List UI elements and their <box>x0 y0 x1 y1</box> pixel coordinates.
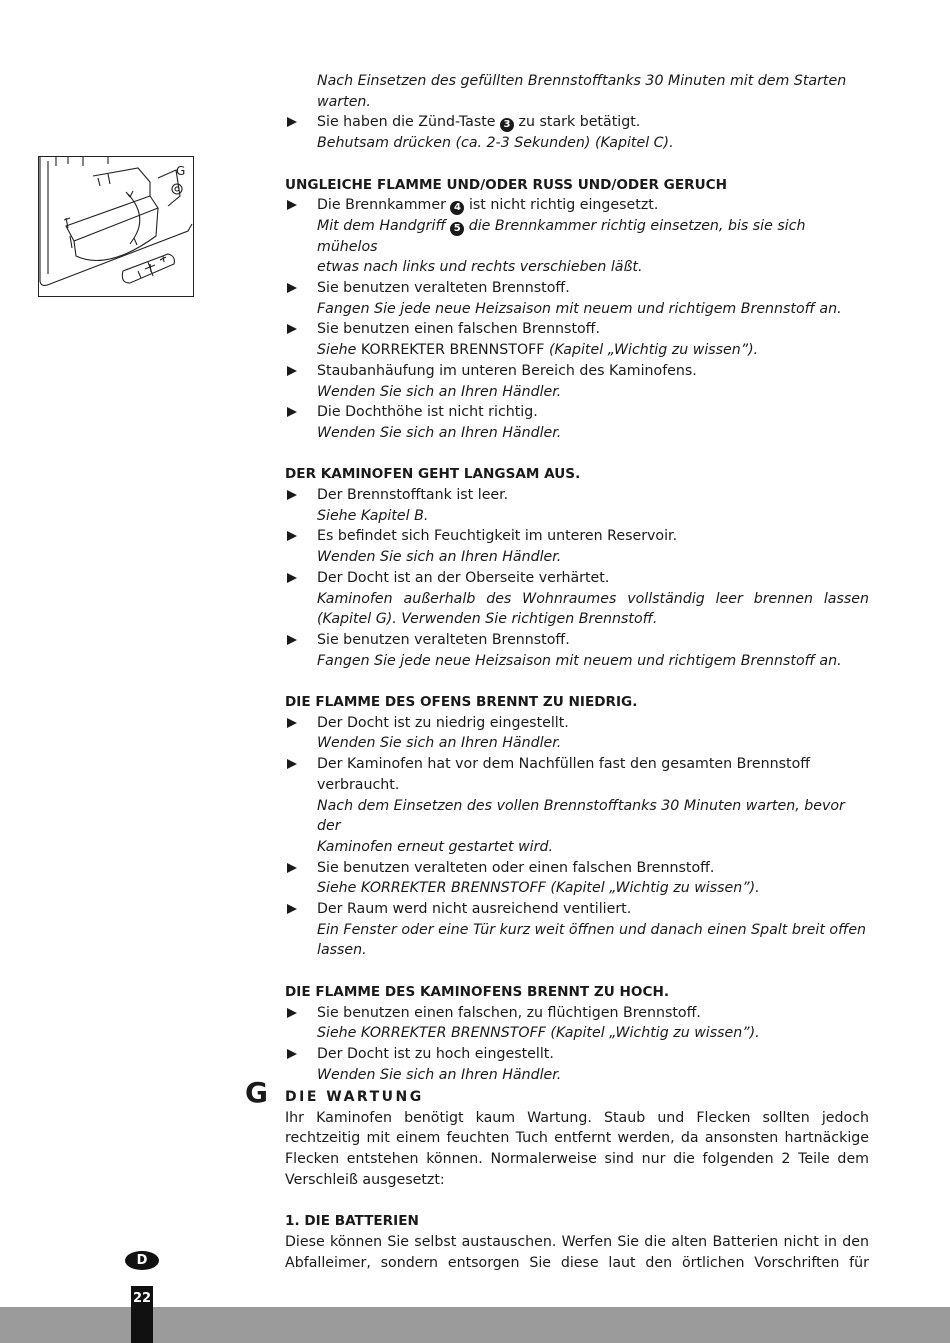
remedy-line: Wenden Sie sich an Ihren Händler. <box>317 549 562 566</box>
text: Sie haben die Zünd-Taste <box>317 114 496 131</box>
remedy-line: Wenden Sie sich an Ihren Händler. <box>317 1066 562 1083</box>
bullet-item: Der Docht ist zu niedrig eingestellt. <box>285 713 869 734</box>
bullet-item <box>285 195 869 216</box>
bullet-item: Die Dochthöhe ist nicht richtig. <box>285 402 869 423</box>
chapter-letter: G <box>245 1076 268 1109</box>
remedy-line: Behutsam drücken (ca. 2-3 Sekunden) (Kapitel C). <box>317 135 674 152</box>
remedy-line: Kaminofen außerhalb des Wohnraumes vollständig leer brennen lassen <box>317 590 869 607</box>
remedy-line: Fangen Sie jede neue Heizsaison mit neuem und richtigem Brennstoff an. <box>317 300 842 317</box>
text: Siehe <box>317 342 357 359</box>
text-line: warten. <box>317 93 371 110</box>
remedy-line: etwas nach links und rechts verschieben läßt. <box>317 259 643 276</box>
text: KORREKTER BRENNSTOFF <box>360 342 545 359</box>
text: (Kapitel „Wichtig zu wissen”). <box>548 342 759 359</box>
bullet-item: Sie benutzen einen falschen, zu flüchtigen Brennstoff. <box>285 1003 869 1024</box>
bullet-item: Der Kaminofen hat vor dem Nachfüllen fast den gesamten Brennstoff <box>285 754 869 775</box>
bullet-item: Der Brennstofftank ist leer. <box>285 485 869 506</box>
remedy-line: Nach dem Einsetzen des vollen Brennstofftanks 30 Minuten warten, bevor der <box>317 797 845 835</box>
figure-label: G <box>176 164 186 178</box>
bullet-item: Sie benutzen veralteten oder einen falschen Brennstoff. <box>285 858 869 879</box>
remedy-line: Siehe Kapitel B. <box>317 507 429 524</box>
bullet-item: Es befindet sich Feuchtigkeit im unteren Reservoir. <box>285 526 869 547</box>
maintenance-section <box>285 1087 869 1273</box>
remedy-line: lassen. <box>317 942 367 959</box>
bullet-item: Der Raum werd nicht ausreichend ventiliert. <box>285 899 869 920</box>
text: Die Brennkammer <box>317 197 446 214</box>
paragraph-line: Verschleiß ausgesetzt: <box>285 1171 445 1188</box>
text-line: Nach Einsetzen des gefüllten Brennstofftanks 30 Minuten mit dem Starten <box>317 73 847 89</box>
bullet-item: Sie benutzen veralteten Brennstoff. <box>285 630 869 651</box>
paragraph-line: rechtzeitig mit einem feuchten Tuch entfernt werden, da ansonsten hartnäckige <box>285 1130 869 1147</box>
section-heading: UNGLEICHE FLAMME UND/ODER RUSS UND/ODER GERUCH <box>285 176 727 193</box>
bullet-item <box>285 112 869 133</box>
paragraph-line: Diese können Sie selbst austauschen. Werfen Sie die alten Batterien nicht in den <box>285 1233 869 1250</box>
bullet-item: Staubanhäufung im unteren Bereich des Kaminofens. <box>285 361 869 382</box>
bullet-item: Der Docht ist zu hoch eingestellt. <box>285 1044 869 1065</box>
chapter-title: DIE WARTUNG <box>285 1089 424 1105</box>
number-badge: 4 <box>450 201 464 215</box>
number-badge: 3 <box>500 118 514 132</box>
remedy-line <box>285 216 869 257</box>
text: die Brennkammer richtig einsetzen, bis sie sich mühelos <box>317 217 806 255</box>
text: ist nicht richtig eingesetzt. <box>468 197 659 214</box>
battery-compartment-illustration <box>38 156 194 297</box>
bullet-item: Der Docht ist an der Oberseite verhärtet. <box>285 568 869 589</box>
section-heading: DER KAMINOFEN GEHT LANGSAM AUS. <box>285 466 581 483</box>
section-heading: DIE FLAMME DES OFENS BRENNT ZU NIEDRIG. <box>285 694 638 711</box>
troubleshooting-column <box>285 71 869 1085</box>
paragraph-line: Ihr Kaminofen benötigt kaum Wartung. Staub und Flecken sollten jedoch <box>285 1109 869 1126</box>
language-badge: D <box>125 1251 159 1270</box>
paragraph-line: Flecken entstehen können. Normalerweise sind nur die folgenden 2 Teile dem <box>285 1151 869 1168</box>
remedy-line: Fangen Sie jede neue Heizsaison mit neuem und richtigem Brennstoff an. <box>317 652 842 669</box>
number-badge: 5 <box>450 222 464 236</box>
remedy-line: Ein Fenster oder eine Tür kurz weit öffnen und danach einen Spalt breit offen <box>317 921 867 938</box>
remedy-line: Siehe KORREKTER BRENNSTOFF (Kapitel „Wichtig zu wissen”). <box>317 880 760 897</box>
remedy-line: Kaminofen erneut gestartet wird. <box>317 838 553 855</box>
text: zu stark betätigt. <box>518 114 641 131</box>
remedy-line: Wenden Sie sich an Ihren Händler. <box>317 735 562 752</box>
subsection-heading: 1. DIE BATTERIEN <box>285 1213 419 1230</box>
remedy-line: Wenden Sie sich an Ihren Händler. <box>317 383 562 400</box>
remedy-line <box>285 340 869 361</box>
remedy-line: Wenden Sie sich an Ihren Händler. <box>317 424 562 441</box>
bullet-item: Sie benutzen veralteten Brennstoff. <box>285 278 869 299</box>
remedy-line: (Kapitel G). Verwenden Sie richtigen Brennstoff. <box>317 611 658 628</box>
text-line: verbraucht. <box>317 776 400 793</box>
text: Mit dem Handgriff <box>317 217 446 234</box>
paragraph-line: Abfalleimer, sondern entsorgen Sie diese laut den örtlichen Vorschriften für <box>285 1254 869 1271</box>
page-number: 22 <box>131 1286 153 1343</box>
remedy-line: Siehe KORREKTER BRENNSTOFF (Kapitel „Wichtig zu wissen”). <box>317 1025 760 1042</box>
bullet-item: Sie benutzen einen falschen Brennstoff. <box>285 319 869 340</box>
section-heading: DIE FLAMME DES KAMINOFENS BRENNT ZU HOCH. <box>285 983 669 1000</box>
